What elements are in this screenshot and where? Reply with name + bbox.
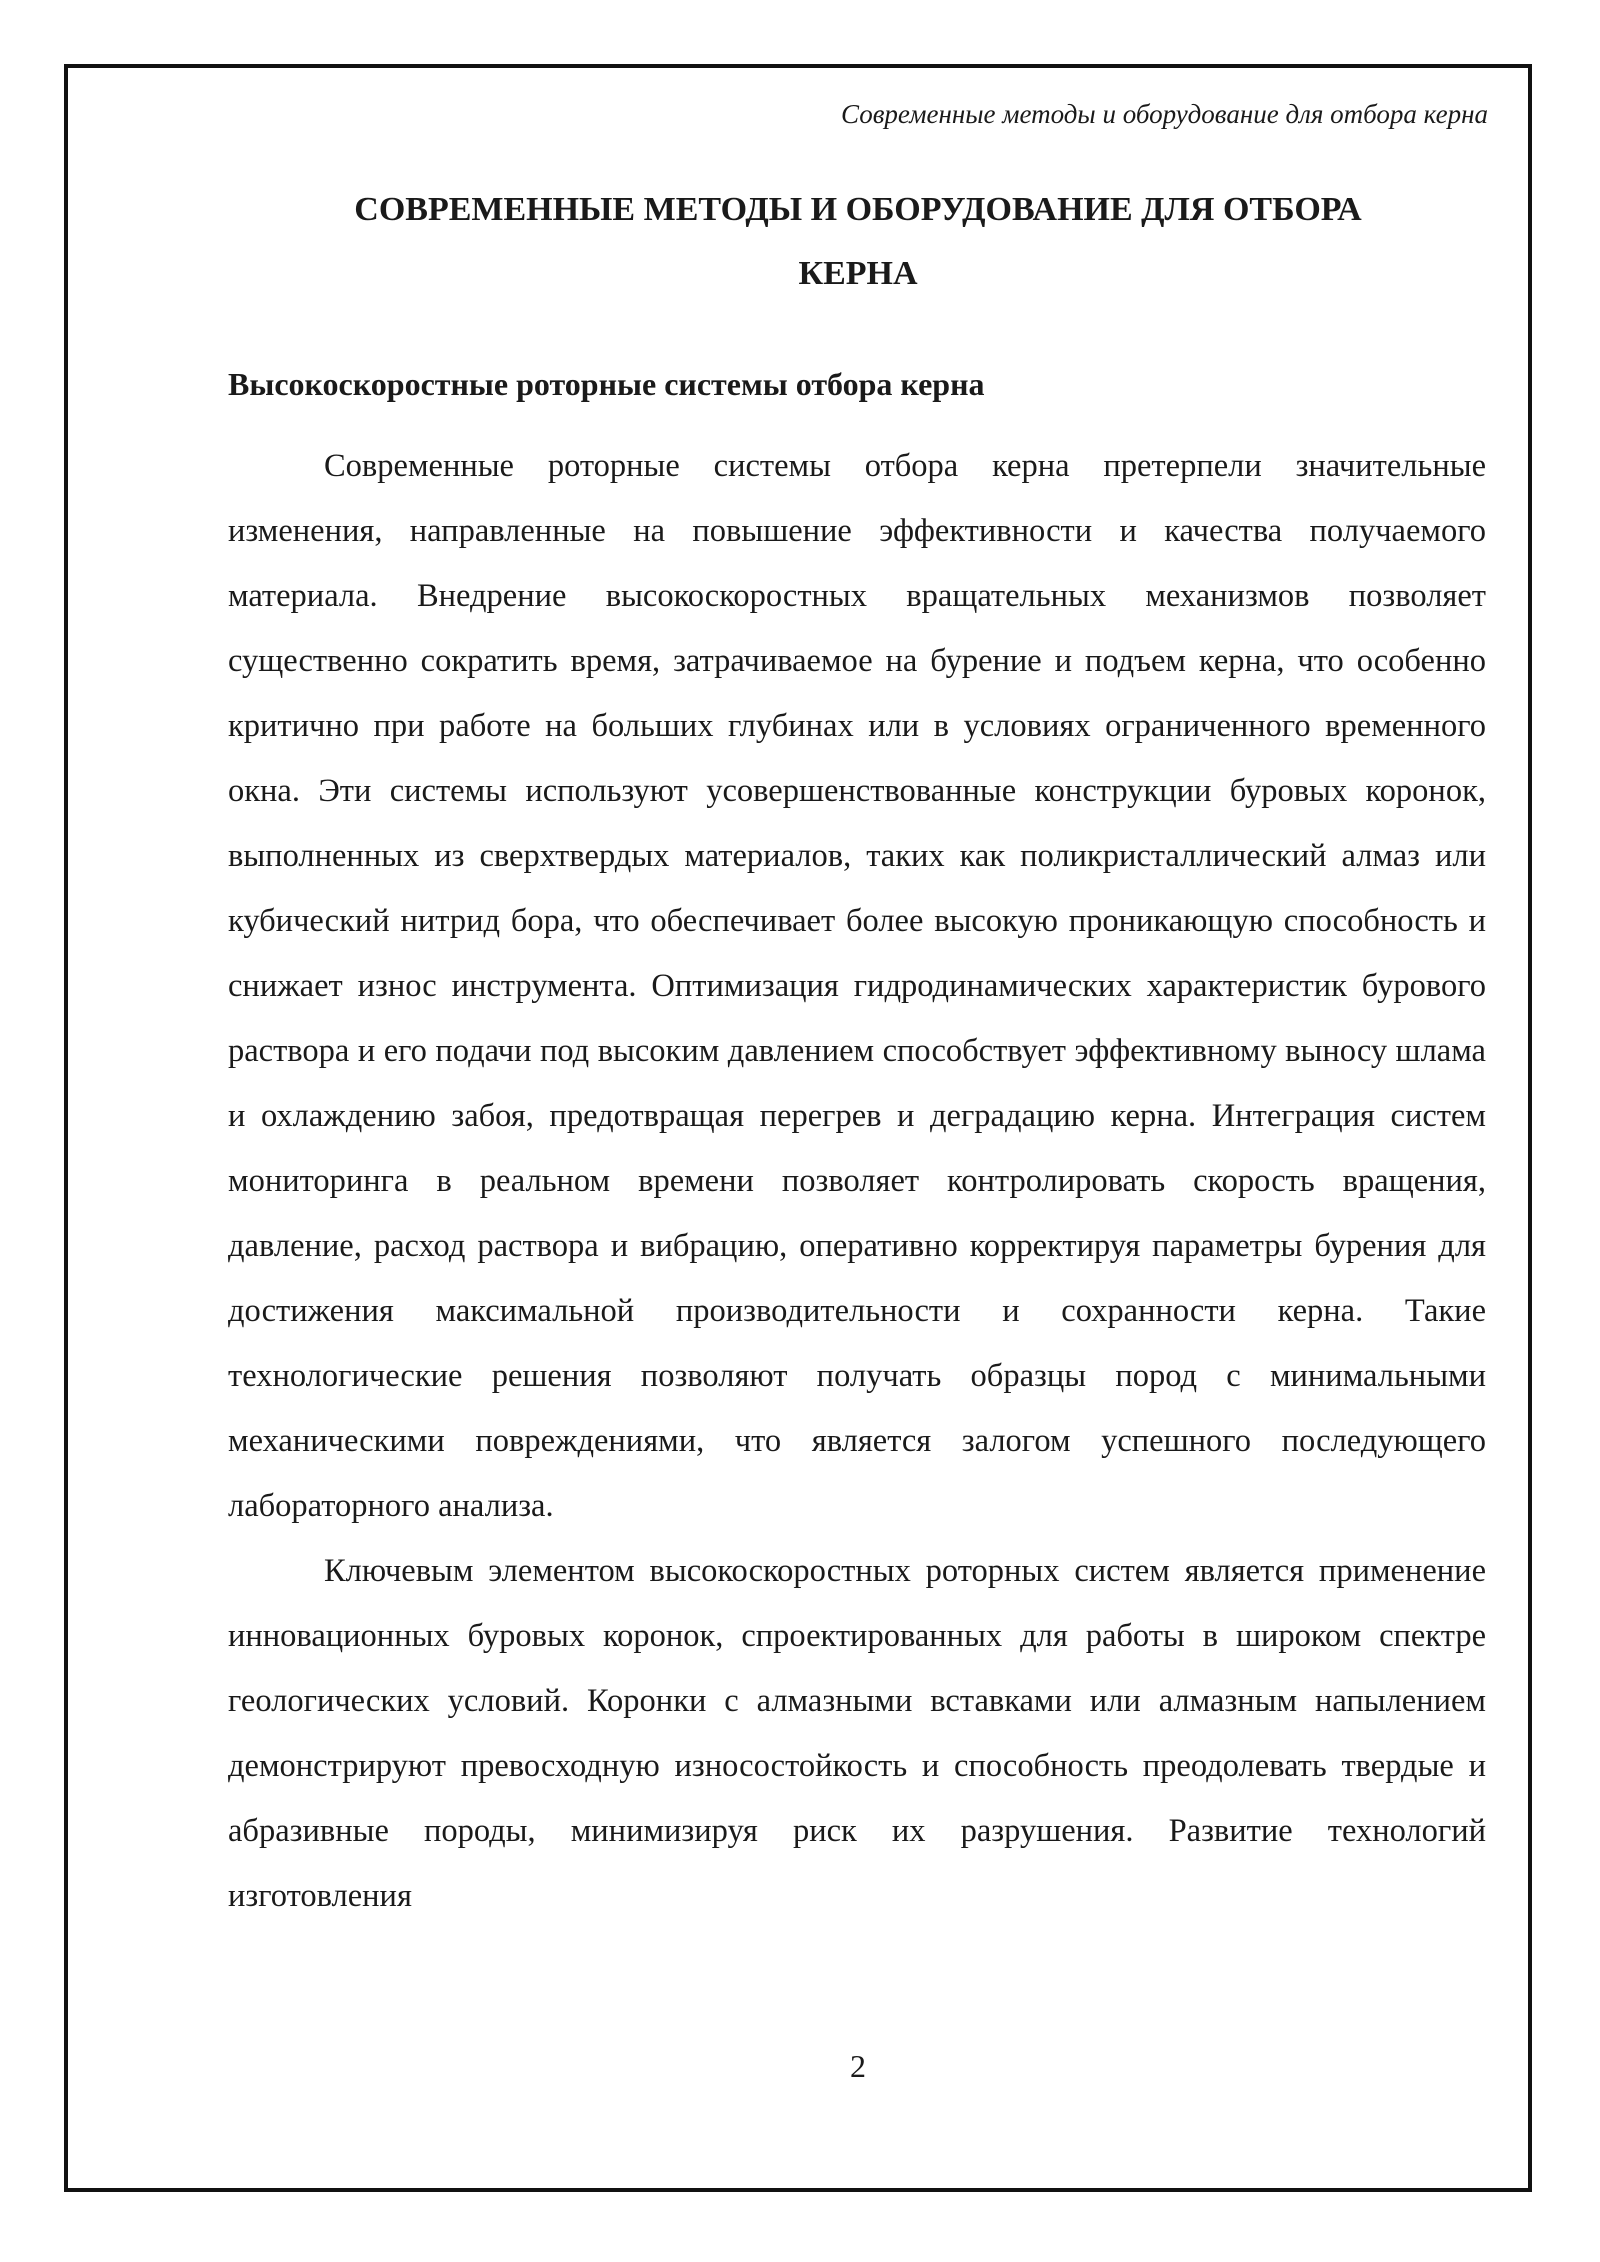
paragraph-1: Современные роторные системы отбора керна претерпели значительные изменения, направленные на повышение эффективности и качества получаемого материала. Внедрение высокоскоростных вращательных механизмов позволяет существенно сократить время, затрачиваемое на бурение и подъем керна, что особенно критично при работе на больших глубинах или в условиях ограниченного временного окна. Эти системы используют усовершенствованные конструкции буровых коронок, выполненных из сверхтвердых материалов, таких как поликристаллический алмаз или кубический нитрид бора, что обеспечивает более высокую проникающую способность и снижает износ инструмента. Оптимизация гидродинамических характеристик бурового раствора и его подачи под высоким давлением способствует эффективному выносу шлама и охлаждению забоя, предотвращая перегрев и деградацию керна. Интеграция систем мониторинга в реальном времени позволяет контролировать скорость вращения, давление, расход раствора и вибрацию, оперативно корректируя параметры бурения для достижения максимальной производительности и сохранности керна. Такие технологические решения позволяют получать образцы пород с минимальными механическими повреждениями, что является залогом успешного последующего лабораторного анализа. (228, 448, 1486, 1524)
body-text (228, 434, 1486, 1929)
paragraph-2: Ключевым элементом высокоскоростных роторных систем является применение инновационных буровых коронок, спроектированных для работы в широком спектре геологических условий. Коронки с алмазными вставками или алмазным напылением демонстрируют превосходную износостойкость и способность преодолевать твердые и абразивные породы, минимизируя риск их разрушения. Развитие технологий изготовления (228, 1553, 1486, 1914)
document-title (228, 178, 1488, 306)
page-number: 2 (850, 2048, 866, 2084)
section-heading: Высокоскоростные роторные системы отбора керна (228, 366, 985, 402)
running-header: Современные методы и оборудование для отбора керна (841, 99, 1488, 129)
document-title-line-1: СОВРЕМЕННЫЕ МЕТОДЫ И ОБОРУДОВАНИЕ ДЛЯ ОТБОРА (354, 191, 1362, 228)
document-title-line-2: КЕРНА (798, 255, 918, 292)
